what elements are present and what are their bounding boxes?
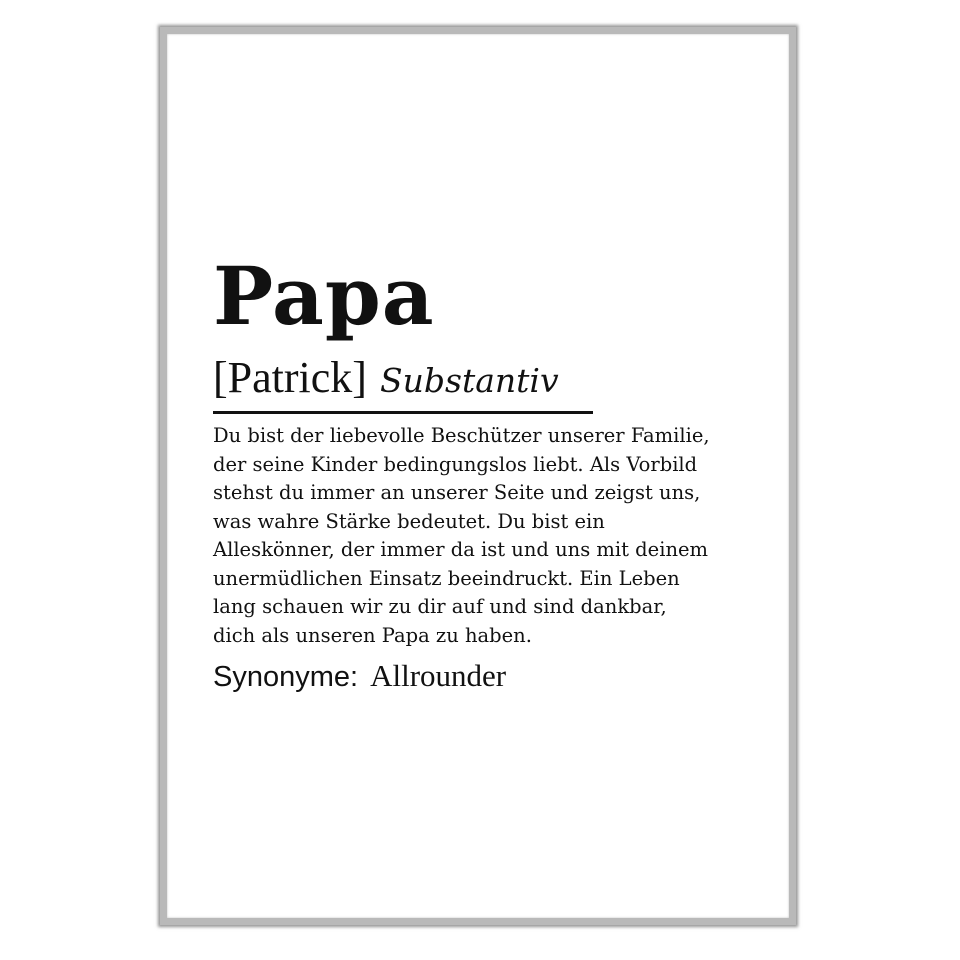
definition-line: Alleskönner, der immer da ist und uns mit deinem xyxy=(213,538,709,561)
definition-line: stehst du immer an unserer Seite und zeigst uns, xyxy=(213,481,701,504)
synonyms-value: Allrounder xyxy=(370,658,507,693)
definition-line: lang schauen wir zu dir auf und sind dankbar, xyxy=(213,595,667,618)
definition-line: Du bist der liebevolle Beschützer unserer Familie, xyxy=(213,424,710,447)
name-bracketed: [Patrick] xyxy=(213,353,367,402)
definition-line: unermüdlichen Einsatz beeindruckt. Ein Leben xyxy=(213,566,680,590)
divider-line xyxy=(213,411,593,414)
synonyms-row xyxy=(213,658,773,694)
definition-line: dich als unseren Papa zu haben. xyxy=(213,623,532,647)
synonyms-label: Synonyme: xyxy=(213,661,359,693)
definition-line: was wahre Stärke bedeutet. Du bist ein xyxy=(213,509,605,533)
definition-text xyxy=(213,422,773,650)
part-of-speech: Substantiv xyxy=(380,361,559,400)
definition-block xyxy=(213,249,773,694)
poster-frame xyxy=(160,27,796,925)
headword: Papa xyxy=(213,249,435,343)
headword-subline xyxy=(213,352,773,403)
definition-line: der seine Kinder bedingungslos liebt. Als Vorbild xyxy=(213,452,698,476)
